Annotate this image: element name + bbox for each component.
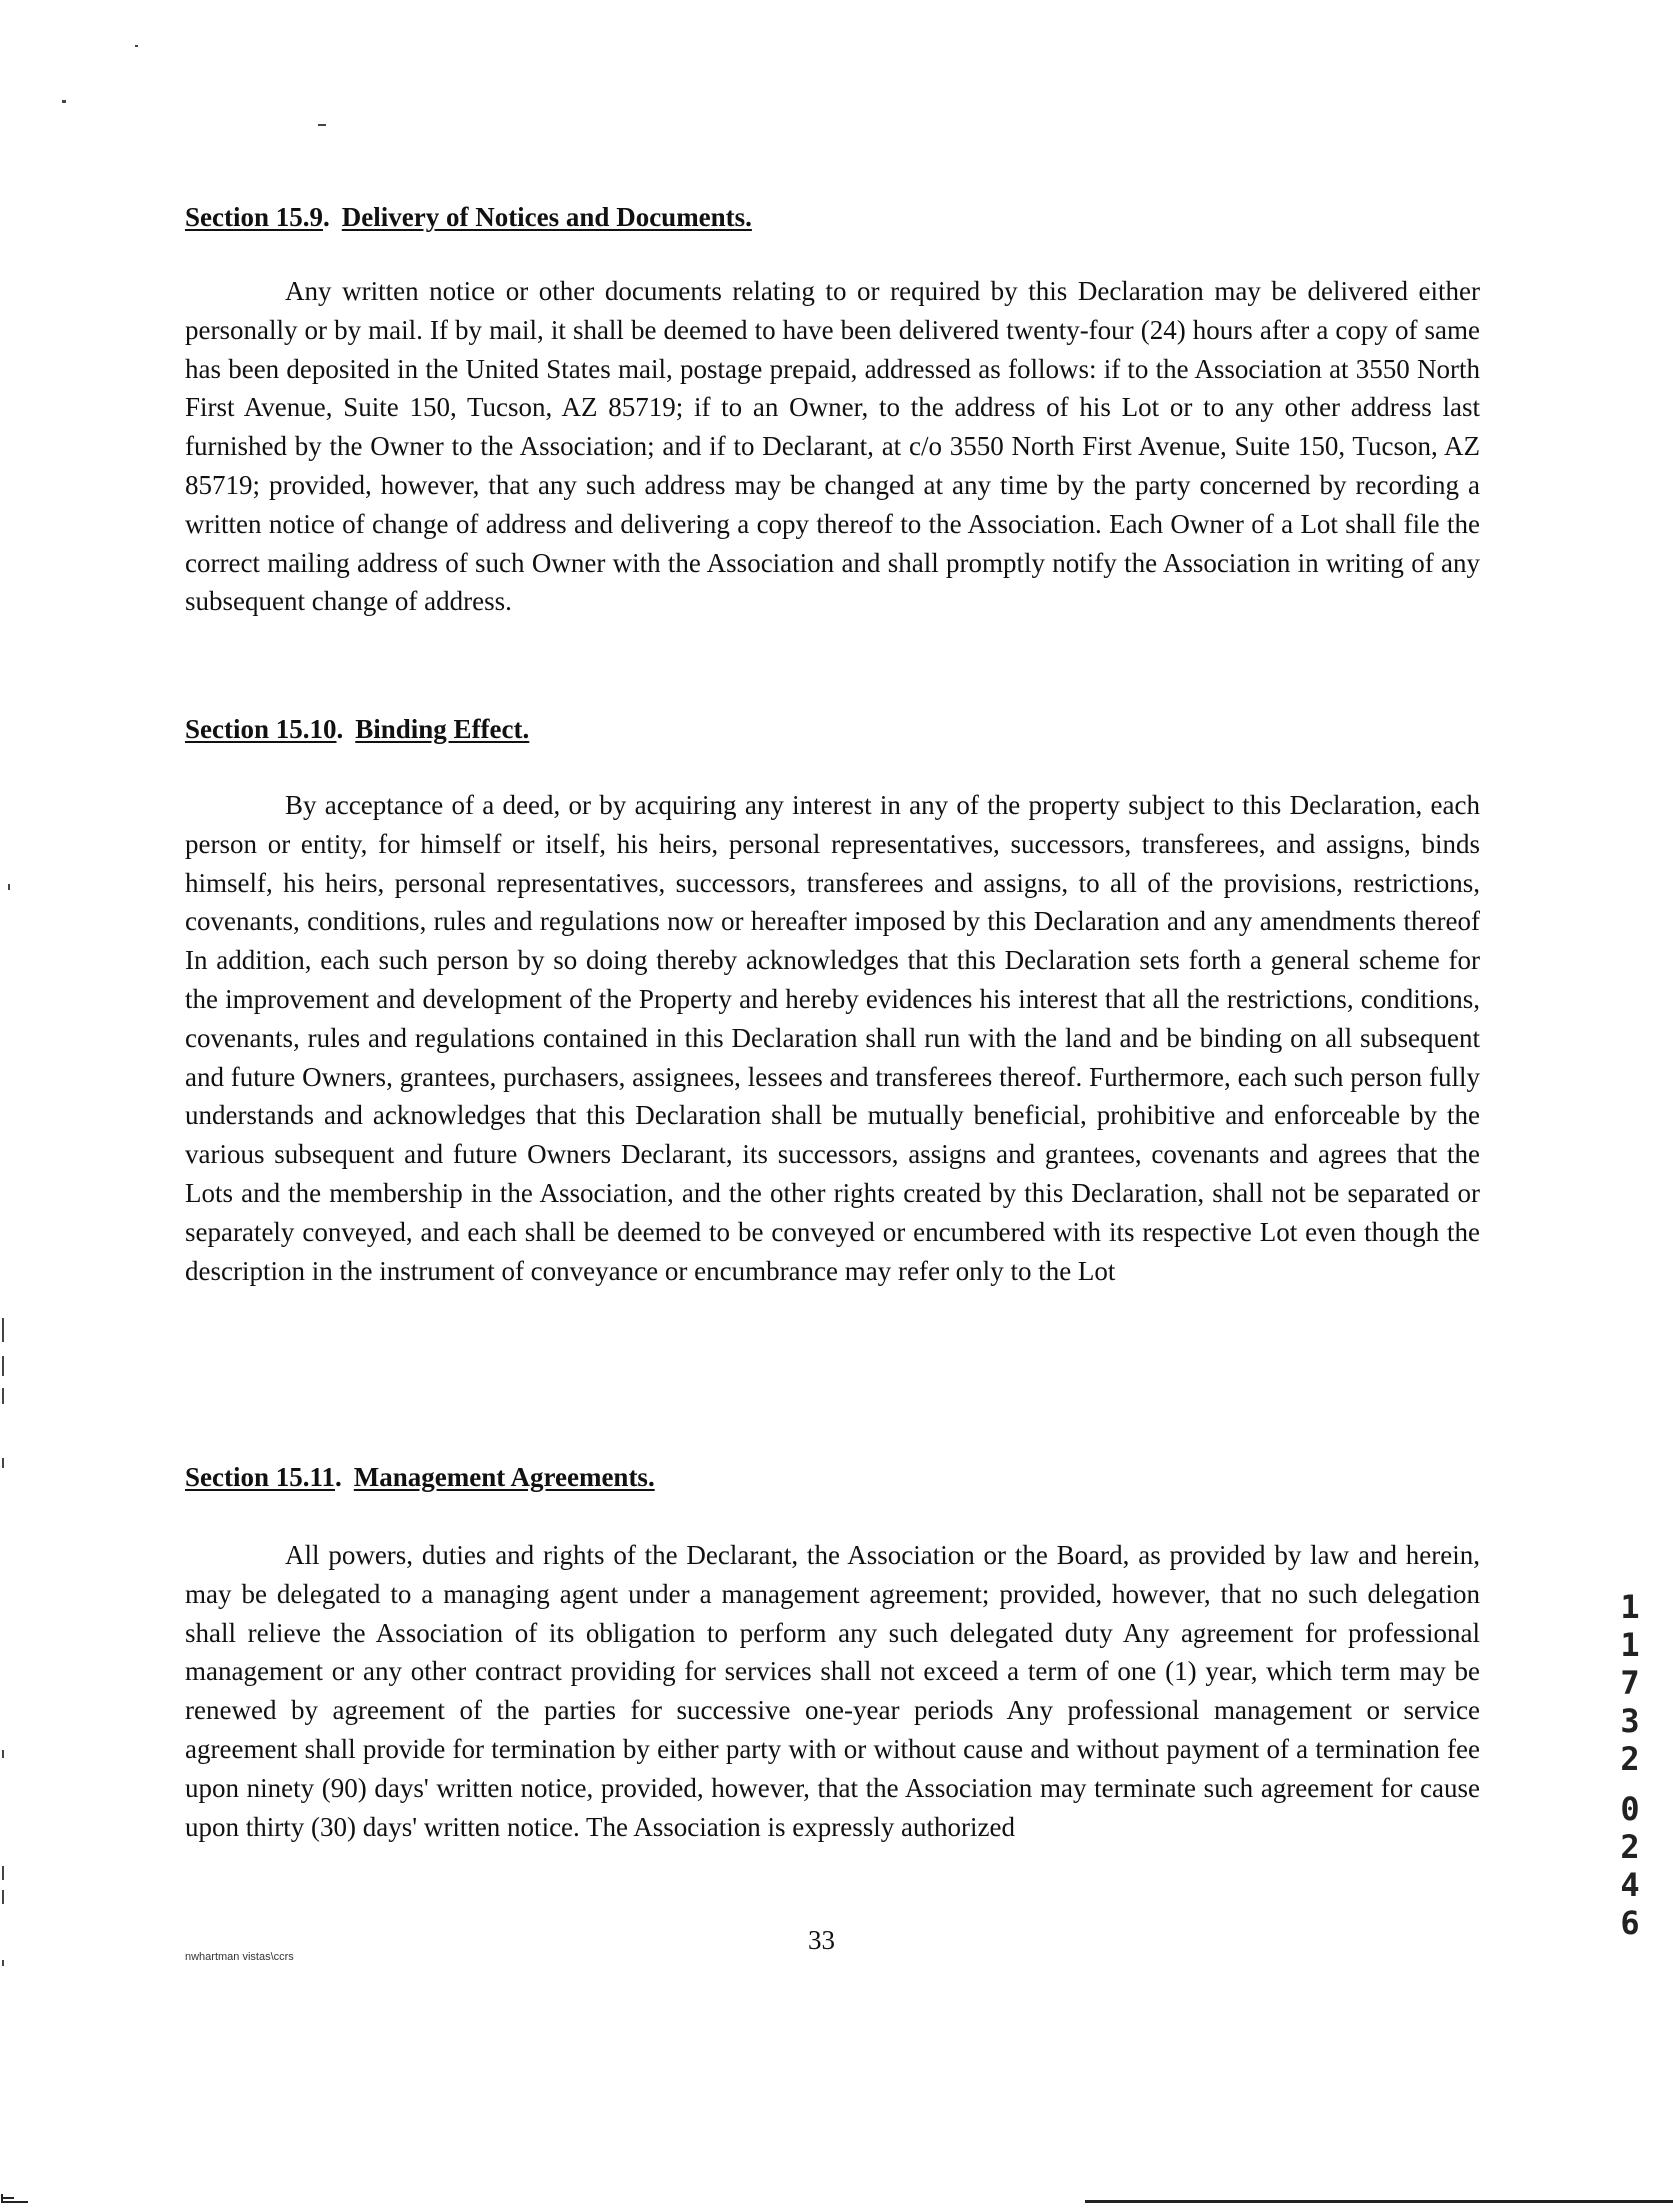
section-number: Section 15.11 <box>185 1462 336 1492</box>
footer-file-path: nwhartman vistas\ccrs <box>185 1951 294 1963</box>
scan-speck <box>2 1458 4 1468</box>
stamp-digit: 3 <box>1620 1702 1640 1740</box>
stamp-digit: 4 <box>1620 1866 1640 1904</box>
scan-speck <box>62 100 66 103</box>
scan-corner-mark <box>0 2193 30 2203</box>
section-title: Management Agreements. <box>353 1462 655 1492</box>
scan-speck <box>2 1960 4 1966</box>
scan-speck <box>135 45 138 47</box>
page-number: 33 <box>808 1925 835 1955</box>
section-number: Section 15.10 <box>185 714 337 744</box>
scan-speck <box>2 1890 4 1904</box>
scan-speck <box>2 1388 4 1404</box>
section-15-9-heading: Section 15.9. Delivery of Notices and Documents. <box>185 202 752 232</box>
scan-speck <box>2 1750 4 1758</box>
stamp-digit: 6 <box>1620 1904 1640 1942</box>
section-title: Delivery of Notices and Documents. <box>341 202 752 232</box>
section-title: Binding Effect. <box>355 714 530 744</box>
section-15-10-heading: Section 15.10. Binding Effect. <box>185 714 530 744</box>
section-15-11-heading: Section 15.11. Management Agreements. <box>185 1462 655 1492</box>
section-number: Section 15.9 <box>185 202 323 232</box>
section-15-9-body: Any written notice or other documents relating to or required by this Declaration may be delivered either personally or by mail. If by mail, it shall be deemed to have been delivered twenty-four (24) hours after a copy of same has been deposited in the United States mail, postage prepaid, addressed as follows: if to the Association at 3550 North First Avenue, Suite 150, Tucson, AZ 85719; if to an Owner, to the address of his Lot or to any other address last furnished by the Owner to the Association; and if to Declarant, at c/o 3550 North First Avenue, Suite 150, Tucson, AZ 85719; provided, however, that any such address may be changed at any time by the party concerned by recording a written notice of change of address and delivering a copy thereof to the Association. Each Owner of a Lot shall file the correct mailing address of such Owner with the Association and shall promptly notify the Association in writing of any subsequent change of address. <box>185 276 1480 617</box>
section-15-11-body: All powers, duties and rights of the Declarant, the Association or the Board, as provided by law and herein, may be delegated to a managing agent under a management agreement; provided, however, that no such delegation shall relieve the Association of its obligation to perform any such delegated duty Any agreement for professional management or any other contract providing for services shall not exceed a term of one (1) year, which term may be renewed by agreement of the parties for successive one-year periods Any professional management or service agreement shall provide for termination by either party with or without cause and without payment of a termination fee upon ninety (90) days' written notice, provided, however, that the Association may terminate such agreement for cause upon thirty (30) days' written notice. The Association is expressly authorized <box>185 1540 1480 1842</box>
section-15-10-body: By acceptance of a deed, or by acquiring any interest in any of the property subject to this Declaration, each person or entity, for himself or itself, his heirs, personal representatives, successors, transferees, and assigns, binds himself, his heirs, personal representatives, successors, transferees and assigns, to all of the provisions, restrictions, covenants, conditions, rules and regulations now or hereafter imposed by this Declaration and any amendments thereof In addition, each such person by so doing thereby acknowledges that this Declaration sets forth a general scheme for the improvement and development of the Property and hereby evidences his interest that all the restrictions, conditions, covenants, rules and regulations contained in this Declaration shall run with the land and be binding on all subsequent and future Owners, grantees, purchasers, assignees, lessees and transferees thereof. Furthermore, each such person fully understands and acknowledges that this Declaration shall be mutually beneficial, prohibitive and enforceable by the various subsequent and future Owners Declarant, its successors, assigns and grantees, covenants and agrees that the Lots and the membership in the Association, and the other rights created by this Declaration, shall not be separated or separately conveyed, and each shall be deemed to be conveyed or encumbered with its respective Lot even though the description in the instrument of conveyance or encumbrance may refer only to the Lot <box>185 790 1480 1286</box>
scan-speck <box>2 1356 4 1376</box>
stamp-digit: 7 <box>1620 1664 1640 1702</box>
stamp-digit: 0 <box>1620 1790 1640 1828</box>
scan-speck <box>8 884 10 890</box>
stamp-digit: 2 <box>1620 1828 1640 1866</box>
scan-bottom-edge <box>1085 2200 1673 2203</box>
stamp-digit: 1 <box>1620 1588 1640 1626</box>
scan-speck <box>2 1866 4 1880</box>
scan-speck <box>2 1318 4 1342</box>
stamp-digit: 1 <box>1620 1626 1640 1664</box>
recording-stamp-bottom <box>1612 1790 1648 1942</box>
scan-speck <box>318 124 326 126</box>
recording-stamp-top <box>1612 1588 1648 1778</box>
stamp-digit: 2 <box>1620 1740 1640 1778</box>
